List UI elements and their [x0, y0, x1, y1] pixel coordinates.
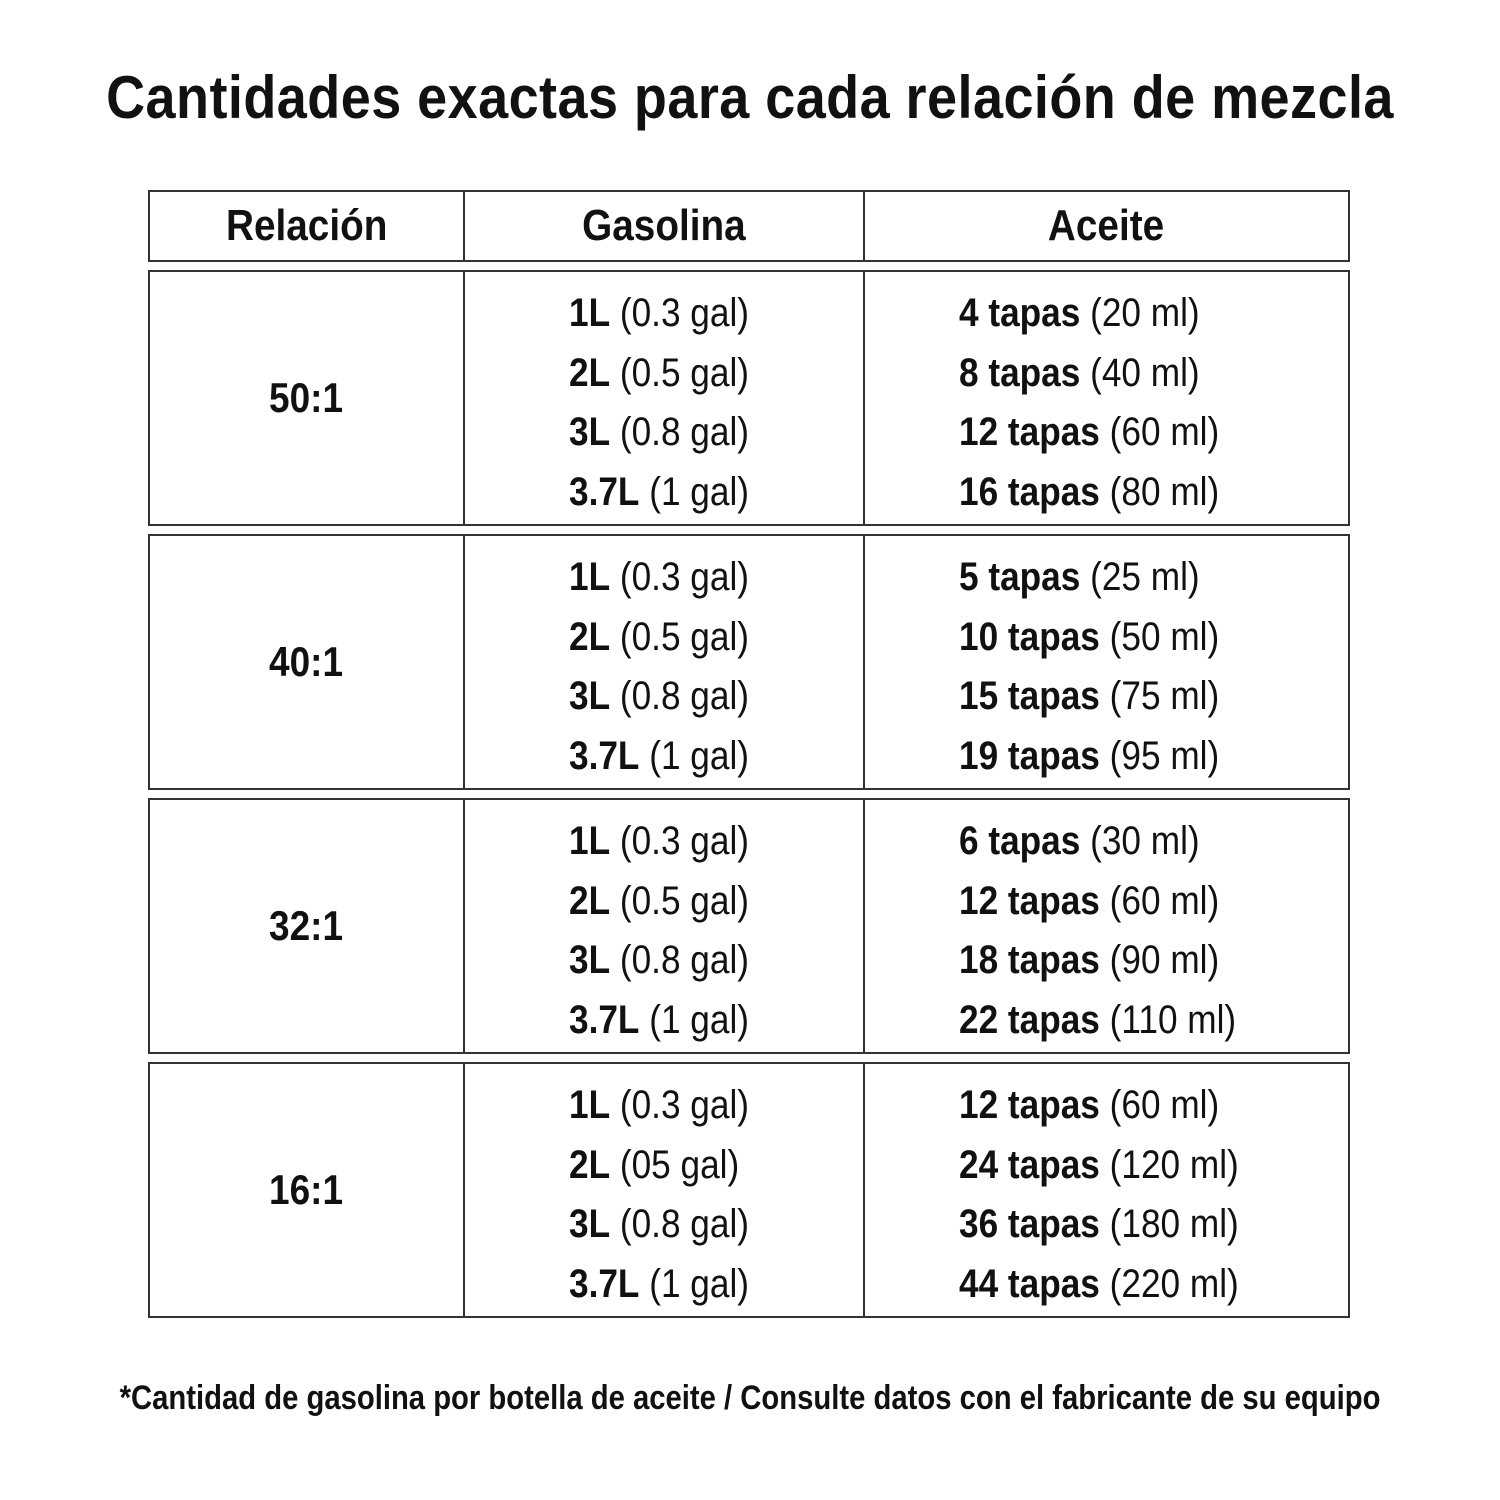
oil-line [959, 1195, 1239, 1255]
footnote-text: *Cantidad de gasolina por botella de aceite / Consulte datos con el fabricante de su equipo [119, 1379, 1381, 1417]
ratio-value: 40:1 [269, 638, 344, 685]
fuel-gallons: (1 gal) [639, 1261, 750, 1306]
fuel-cell [463, 272, 863, 524]
oil-ml: (60 ml) [1099, 1083, 1220, 1127]
oil-ml: (20 ml) [1080, 291, 1200, 335]
fuel-line [569, 608, 749, 668]
ratio-cell [150, 800, 463, 1052]
fuel-volume: 1L [569, 1083, 611, 1127]
oil-caps: 12 tapas [959, 1083, 1100, 1127]
oil-ml: (80 ml) [1099, 469, 1220, 514]
oil-line [959, 403, 1219, 463]
oil-caps: 5 tapas [959, 555, 1081, 599]
ratio-group-16-1 [148, 1062, 1350, 1318]
oil-ml: (25 ml) [1080, 555, 1200, 599]
fuel-line [569, 991, 749, 1051]
fuel-volume: 3L [569, 410, 611, 454]
oil-caps: 36 tapas [959, 1202, 1100, 1246]
oil-ml: (60 ml) [1099, 410, 1220, 454]
header-oil [863, 192, 1348, 260]
header-fuel-label: Gasolina [582, 201, 746, 250]
footnote [0, 1374, 1500, 1422]
oil-line [959, 931, 1236, 991]
fuel-line [569, 548, 749, 608]
fuel-line [569, 463, 749, 523]
ratio-value: 32:1 [269, 902, 344, 949]
oil-caps: 24 tapas [959, 1142, 1100, 1187]
fuel-volume: 2L [569, 614, 611, 659]
oil-ml: (95 ml) [1099, 733, 1220, 778]
oil-ml: (90 ml) [1099, 938, 1220, 982]
ratio-group-40-1 [148, 534, 1350, 790]
fuel-line [569, 403, 749, 463]
fuel-cell [463, 800, 863, 1052]
oil-caps: 18 tapas [959, 938, 1100, 982]
fuel-gallons: (0.8 gal) [610, 674, 750, 718]
fuel-line [569, 872, 749, 932]
header-ratio-label: Relación [225, 201, 388, 250]
fuel-line [569, 812, 749, 872]
fuel-gallons: (05 gal) [610, 1142, 740, 1187]
fuel-line [569, 344, 749, 404]
fuel-line [569, 931, 749, 991]
oil-caps: 44 tapas [959, 1261, 1100, 1306]
oil-line [959, 608, 1219, 668]
oil-cell [863, 1064, 1348, 1316]
fuel-gallons: (1 gal) [639, 997, 750, 1042]
fuel-gallons: (0.5 gal) [610, 614, 750, 659]
fuel-cell [463, 536, 863, 788]
oil-ml: (50 ml) [1099, 614, 1220, 659]
fuel-line [569, 1255, 749, 1315]
fuel-line [569, 1136, 749, 1196]
oil-ml: (75 ml) [1099, 674, 1220, 718]
fuel-line [569, 1195, 749, 1255]
fuel-gallons: (1 gal) [639, 733, 750, 778]
oil-caps: 16 tapas [959, 469, 1100, 514]
oil-caps: 15 tapas [959, 674, 1100, 718]
table-header-row [148, 190, 1350, 262]
oil-line [959, 344, 1219, 404]
fuel-gallons: (0.5 gal) [610, 878, 750, 923]
oil-caps: 19 tapas [959, 733, 1100, 778]
ratio-cell [150, 272, 463, 524]
oil-caps: 10 tapas [959, 614, 1100, 659]
oil-line [959, 667, 1219, 727]
oil-line [959, 1136, 1239, 1196]
fuel-volume: 3.7L [569, 469, 640, 514]
ratio-value: 50:1 [269, 374, 344, 421]
page-title: Cantidades exactas para cada relación de mezcla [106, 64, 1394, 131]
fuel-gallons: (1 gal) [639, 469, 750, 514]
oil-line [959, 284, 1219, 344]
oil-cell [863, 536, 1348, 788]
oil-ml: (110 ml) [1099, 997, 1237, 1042]
oil-ml: (30 ml) [1080, 819, 1200, 863]
fuel-gallons: (0.3 gal) [610, 819, 750, 863]
oil-line [959, 1255, 1239, 1315]
oil-ml: (60 ml) [1099, 878, 1220, 923]
fuel-line [569, 284, 749, 344]
fuel-gallons: (0.3 gal) [610, 555, 750, 599]
fuel-gallons: (0.8 gal) [610, 1202, 750, 1246]
fuel-volume: 3.7L [569, 997, 640, 1042]
oil-caps: 8 tapas [959, 350, 1081, 395]
oil-line [959, 872, 1236, 932]
oil-cell [863, 800, 1348, 1052]
header-oil-label: Aceite [1048, 201, 1165, 250]
oil-line [959, 991, 1236, 1051]
fuel-line [569, 667, 749, 727]
oil-ml: (40 ml) [1080, 350, 1200, 395]
fuel-gallons: (0.5 gal) [610, 350, 750, 395]
oil-line [959, 727, 1219, 787]
fuel-cell [463, 1064, 863, 1316]
header-fuel [463, 192, 863, 260]
oil-line [959, 1076, 1239, 1136]
fuel-volume: 3L [569, 674, 611, 718]
oil-ml: (120 ml) [1099, 1142, 1239, 1187]
mix-ratio-table [148, 190, 1350, 1318]
oil-ml: (220 ml) [1099, 1261, 1239, 1306]
ratio-value: 16:1 [269, 1166, 344, 1213]
oil-ml: (180 ml) [1099, 1202, 1239, 1246]
oil-caps: 22 tapas [959, 997, 1100, 1042]
oil-caps: 6 tapas [959, 819, 1081, 863]
fuel-volume: 1L [569, 819, 611, 863]
fuel-volume: 1L [569, 555, 611, 599]
fuel-volume: 2L [569, 878, 611, 923]
ratio-group-32-1 [148, 798, 1350, 1054]
fuel-volume: 2L [569, 1142, 611, 1187]
fuel-volume: 3.7L [569, 1261, 640, 1306]
fuel-volume: 1L [569, 291, 611, 335]
oil-caps: 12 tapas [959, 410, 1100, 454]
ratio-cell [150, 536, 463, 788]
fuel-gallons: (0.3 gal) [610, 291, 750, 335]
oil-caps: 4 tapas [959, 291, 1081, 335]
header-ratio [150, 192, 463, 260]
fuel-volume: 3L [569, 938, 611, 982]
ratio-group-50-1 [148, 270, 1350, 526]
fuel-gallons: (0.3 gal) [610, 1083, 750, 1127]
fuel-line [569, 727, 749, 787]
fuel-line [569, 1076, 749, 1136]
oil-line [959, 463, 1219, 523]
fuel-volume: 2L [569, 350, 611, 395]
fuel-gallons: (0.8 gal) [610, 938, 750, 982]
fuel-volume: 3.7L [569, 733, 640, 778]
oil-cell [863, 272, 1348, 524]
ratio-cell [150, 1064, 463, 1316]
oil-caps: 12 tapas [959, 878, 1100, 923]
fuel-gallons: (0.8 gal) [610, 410, 750, 454]
fuel-volume: 3L [569, 1202, 611, 1246]
oil-line [959, 812, 1236, 872]
oil-line [959, 548, 1219, 608]
